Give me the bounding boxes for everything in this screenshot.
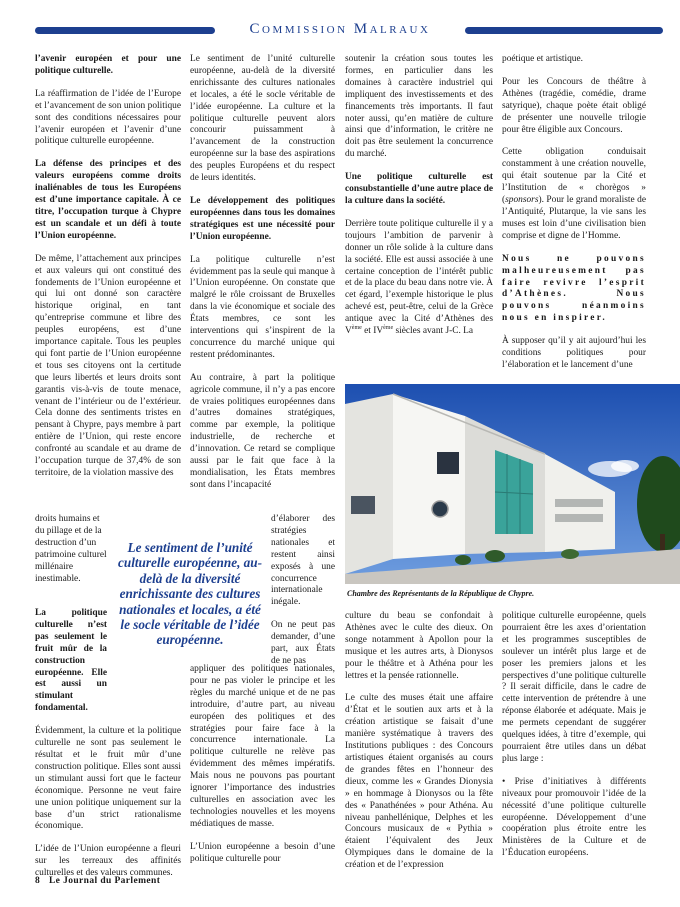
paragraph: Au contraire, à part la politique agricole commune, il n’y a pas encore de vraies politiques européennes dans d’autres domaines stratégiques, comme par exemple, la politique industrielle, de recherche et d’innovation. Ce retard se complique aussi par le fait que face à la mondialisation, les États membres sont dans l’incapacité <box>190 372 335 490</box>
paragraph: La politique culturelle n’est évidemment pas la seule qui manque à l’Union européenne. On constate que malgré le rôle croissant de Bruxelles dans la vie économique et sociale des États membres, ce sont les interventions qui s’inspirent de la concurrence du marché unique qui restent prédominantes. <box>190 254 335 360</box>
paragraph: On ne peut pas demander, d’une part, aux États de ne pas <box>271 620 335 666</box>
subheading: La défense des principes et des valeurs européens comme droits inaliénables de tous les Européens est d’une importance capitale. À ce titre, l’occupation turque à Chypre est un scandale et un défi à toute l’Union européenne. <box>35 159 181 241</box>
column-4-lower <box>502 611 646 871</box>
column-4 <box>502 54 646 383</box>
paragraph: soutenir la création sous toutes les formes, en particulier dans les domaines à caractère industriel qui impliquent des investissements et des financements très importants. Il faut noter aussi, qu’en matière de culture ainsi que d’information, le critère ne doit pas être seulement la concurrence du marché. <box>345 54 493 160</box>
paragraph: Le culte des muses était une affaire d’État et le soutien aux arts et à la création artistique se faisait d’une manière systématique à travers des Institutions publiques : des Concours artistiques étaient organisés au cours de grandes fêtes en l’honneur des dieux, comme les « Grandes Dionysia » en hommage à Dionysos ou la fête des « Panathénées » pour Athéna. Au niveau panhellénique, Delphes et les Concours musicaux de « Pythia » étaient l’équivalent des Jeux Olympiques dans le domaine de la création et de l’expression <box>345 693 493 871</box>
column-2-lower <box>190 664 335 877</box>
subheading: Le développement des politiques européennes dans tous les domaines stratégiques est une nécessité pour l’Union européenne. <box>190 195 335 242</box>
text-run: et IV <box>361 326 384 337</box>
paragraph: L’idée de l’Union européenne a fleuri sur les terreaux des affinités culturelles et des valeurs communes. <box>35 844 181 879</box>
column-2 <box>190 54 335 503</box>
text-run: siècles avant J-C. La <box>393 326 474 337</box>
text-run: Derrière toute politique culturelle il y a toujours l’ambition de parvenir à donner un rôle solide à la culture dans la société. Elle est aussi associée à une certaine conception de l’intérêt public et de la place du beau dans notre vie. À cet égard, l’exemple historique le plus achevé est, peut-être, celui de la Grèce antique avec la Cité d’Athènes des V <box>345 218 493 337</box>
paragraph: La réaffirmation de l’idée de l’Europe et l’avancement de son union politique sont des conditions nécessaires pour l’avenir européen et l’avenir d’une politique culturelle européenne. <box>35 88 181 147</box>
paragraph: poétique et artistique. <box>502 54 583 64</box>
text-run: Cette obligation conduisait constamment à une création nouvelle, qui était soutenue par la Cité et l’Institution de « chorègos » ( <box>502 147 646 206</box>
italic-run: sponsors <box>505 195 539 206</box>
paragraph <box>345 219 493 338</box>
parliament-building-photo <box>345 384 680 584</box>
paragraph: politique culturelle européenne, quels pourraient être les axes d’orientation et les programmes susceptibles de soulever un intérêt plus large et de poser les premiers jalons et les perspectives d’une politique culturelle ? Il serait difficile, dans le cadre de cette intervention de prétendre à une réponse élaborée et adéquate. Mais je me permets cependant de suggérer quelques idées, à titre d’exemple, qui pourraient être utiles dans un débat plus large : <box>502 611 646 764</box>
pull-quote: Le sentiment de l’unité culturelle européenne, au-delà de la diversité enrichissante des cultures nationales et locales, a été le socle véritable de l’idée européenne. <box>118 540 262 648</box>
section-title: Commission Malraux <box>249 21 431 37</box>
text-run: ). Pour le grand moraliste de l’Antiquité, Plutarque, la vie sans les muses est loin d’une civilisation bien comprise et digne de l’Homme. <box>502 195 646 241</box>
column-3 <box>345 54 493 349</box>
subheading: Nous ne pouvons malheureusement pas faire revivre l’esprit d’Athènes. Nous pouvons néanmoins nous en inspirer. <box>502 253 646 324</box>
bullet-paragraph: • Prise d’initiatives à différents niveaux pour promouvoir l’idée de la nécessité d’une politique culturelle européenne. Développement d’une coopération plus étroite entre les Ministères de la Culture et de l’Éducation européens. <box>502 776 646 859</box>
paragraph: l’avenir européen et pour une politique culturelle. <box>35 54 181 76</box>
column-1-lower <box>35 608 181 891</box>
paragraph: À supposer qu’il y ait aujourd’hui les conditions politiques pour l’élaboration et le lancement d’une <box>502 336 646 370</box>
paragraph: culture du beau se confondait à Athènes avec le culte des dieux. On songe notamment à Apollon pour la musique et les autres arts, à Dionysos pour le théâtre et à Athéna pour les lettres et la pensée rationnelle. <box>345 611 493 681</box>
column-1-narrow-text: droits humains et du pillage et de la destruction d’un patrimoine culturel millénaire inestimable. <box>35 514 107 584</box>
column-3-lower <box>345 611 493 883</box>
column-2-narrow-text <box>271 514 335 679</box>
paragraph: De même, l’attachement aux principes et aux valeurs qui ont constitué des fondements de l’Union européenne et qui lui ont donné son caractère historique original, en tant qu’entreprise commune et libre des peuples européens, est d’une importance capitale. Tous les peuples qui font partie de l’Union européenne et tous ses citoyens ont la certitude que leurs libertés et leurs droits sont garantis vis-à-vis de toute menace, venant de l’intérieur ou de l’extérieur. Cela donne des sentiments tristes en pensant à Chypre, pays membre à part entière de l’Union, qui reste encore confronté au scandale et au drame de l’occupation turque de 37,4% de son territoire, de la violation massive des <box>35 253 181 478</box>
paragraph <box>502 147 646 242</box>
paragraph: appliquer des politiques nationales, pour ne pas violer le principe et les règles du marché unique et de ne pas introduire, d’autre part, au niveau européen des politiques et des stratégies pour faire face à la concurrence internationale. La politique culturelle ne relève pas évidemment des mêmes impératifs. Mais nous ne pouvons pas pourtant ignorer l’importance des industries culturelles en association avec les technologies nouvelles et les moyens médiatiques de masse. <box>190 664 335 829</box>
subheading: La politique culturelle n’est pas seulement le fruit mûr de la construction européenne. Elle est aussi un stimulant fondamental. <box>35 608 107 714</box>
subheading: Une politique culturelle est consubstantielle d’une autre place de la culture dans la société. <box>345 172 493 206</box>
page-number: 8 <box>35 876 41 886</box>
paragraph: L’Union européenne a besoin d’une politique culturelle pour <box>190 841 335 864</box>
header-rule-left <box>35 27 215 34</box>
paragraph: d’élaborer des stratégies nationales et restent ainsi exposés à une concurrence internationale inégale. <box>271 514 335 608</box>
paragraph: Évidemment, la culture et la politique culturelle ne sont pas seulement le résultat et le fruit mûr d’une construction politique. Elles sont aussi un stimulant aussi fort que le facteur économique. Personne ne veut faire une union politique uniquement sur la base d’un strict rationalisme économique. <box>35 726 181 832</box>
superscript: ème <box>351 324 362 331</box>
superscript: ème <box>383 324 394 331</box>
building-illustration <box>345 384 680 584</box>
photo-caption: Chambre des Représentants de la République de Chypre. <box>347 589 535 598</box>
page-footer <box>35 876 160 886</box>
header-rule-right <box>465 27 663 34</box>
column-1 <box>35 54 181 491</box>
publication-name: Le Journal du Parlement <box>48 876 161 886</box>
paragraph: Pour les Concours de théâtre à Athènes (tragédie, comédie, drame satyrique), chaque poète était obligé de présenter une nouvelle trilogie pour être éligible aux Concours. <box>502 76 646 135</box>
paragraph: Le sentiment de l’unité culturelle européenne, au-delà de la diversité enrichissante des cultures nationales et locales, a été le socle véritable de l’idée européenne. La culture et la politique culturelle peuvent alors concourir puissamment à l’avancement de la construction européenne sur la base des aspirations des peuples Européens et du respect de leurs identités. <box>190 54 335 184</box>
